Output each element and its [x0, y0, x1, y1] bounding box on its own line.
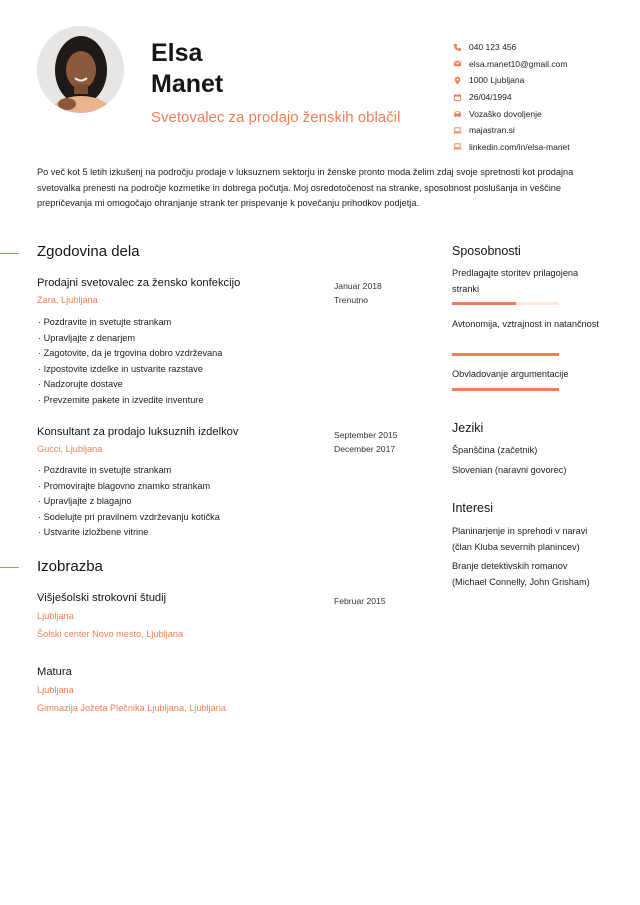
list-item: · Zagotovite, da je trgovina dobro vzdrževana: [38, 348, 223, 359]
languages-heading: Jeziki: [452, 421, 484, 435]
profile-summary: Po več kot 5 letih izkušenj na področju prodaje v luksuznem sektorju in ženske pronto moda želim zdaj svoje spretnosti kot prodajna svetovalka prenesti na področje kozmetike in dobrega počutja. Moj osredotočenost na stranke, sposobnost poslušanja in veščine prepričevanja mi omogočajo ohranjanje strank ter prispevanje k povečanju prihodkov podjetja.: [37, 167, 574, 209]
education-date-1: Februar 2015: [334, 596, 386, 606]
skill-level-bar-1: [452, 302, 559, 305]
list-item: Španščina (začetnik): [452, 445, 538, 455]
job-bullets-1: [38, 315, 222, 409]
education-school-2: Gimnazija Jožeta Plečnika Ljubljana, Ljubljana: [37, 703, 226, 713]
list-item: · Ustvarite izložbene vitrine: [38, 527, 149, 538]
skill-level-bar-3: [452, 388, 559, 391]
contact-license: [452, 105, 570, 122]
job-bullets-2: [38, 463, 220, 541]
contact-location-text: 1000 Ljubljana: [469, 75, 525, 86]
contact-website[interactable]: [452, 122, 570, 139]
education-title-2: Matura: [37, 666, 72, 678]
contact-phone-text: 040 123 456: [469, 42, 517, 53]
interests-list: [452, 524, 602, 590]
laptop-icon: [452, 142, 462, 152]
job-date-start: September 2015: [334, 430, 398, 440]
location-icon: [452, 75, 462, 85]
contact-license-text: Vozaško dovoljenje: [469, 108, 542, 119]
job-date-end: Trenutno: [334, 294, 369, 305]
education-heading: Izobrazba: [37, 558, 103, 575]
job-date-start: Januar 2018: [334, 281, 382, 291]
skill-label-3: Obvladovanje argumentacije: [452, 369, 569, 379]
profile-photo: [37, 26, 124, 113]
job-title: Svetovalec za prodajo ženskih oblačil: [151, 109, 401, 126]
education-school-1: Šolski center Novo mesto, Ljubljana: [37, 629, 184, 639]
list-item: Branje detektivskih romanov (Michael Connelly, John Grisham): [452, 561, 590, 587]
contact-phone[interactable]: [452, 39, 570, 56]
list-item: · Prevzemite pakete in izvedite inventure: [38, 394, 204, 405]
list-item: · Nadzorujte dostave: [38, 379, 123, 390]
skill-level-fill: [452, 302, 516, 305]
job-dates-2: [334, 429, 398, 456]
list-item: Slovenian (naravni govorec): [452, 464, 567, 475]
contact-linkedin-text: linkedin.com/in/elsa-manet: [469, 141, 570, 152]
last-name: Manet: [151, 70, 224, 98]
phone-icon: [452, 42, 462, 52]
list-item: · Pozdravite in svetujte strankam: [38, 317, 172, 327]
portrait-image: [37, 26, 124, 113]
list-item: · Sodelujte pri pravilnem vzdrževanju kotička: [38, 511, 220, 522]
job-date-end: December 2017: [334, 443, 396, 454]
contact-list: [452, 39, 570, 155]
job-title-1: Prodajni svetovalec za žensko konfekcijo: [37, 277, 241, 289]
section-divider: [0, 253, 19, 254]
candidate-name: [151, 38, 223, 100]
contact-location: [452, 72, 570, 89]
job-location-2: Gucci, Ljubljana: [37, 444, 103, 454]
skill-level-bar-2: [452, 353, 559, 356]
laptop-icon: [452, 125, 462, 135]
contact-email[interactable]: [452, 56, 570, 73]
job-title-2: Konsultant za prodajo luksuznih izdelkov: [37, 426, 239, 438]
work-history-heading: Zgodovina dela: [37, 243, 140, 260]
education-city-2: Ljubljana: [37, 685, 74, 695]
education-city-1: Ljubljana: [37, 611, 74, 621]
skills-heading: Sposobnosti: [452, 244, 521, 258]
list-item: · Promovirajte blagovno znamko strankam: [38, 480, 211, 491]
skill-level-fill: [452, 353, 559, 356]
list-item: Planinarjenje in sprehodi v naravi (član Kluba severnih planincev): [452, 526, 588, 552]
section-divider: [0, 567, 19, 568]
job-location-1: Zara, Ljubljana: [37, 295, 98, 305]
list-item: · Upravljajte z denarjem: [38, 332, 136, 343]
skill-level-fill: [452, 388, 559, 391]
contact-birthdate: [452, 89, 570, 106]
interests-heading: Interesi: [452, 501, 493, 515]
skill-label-1: Predlagajte storitev prilagojena stranki: [452, 268, 579, 294]
languages-list: [452, 443, 566, 478]
job-dates-1: [334, 280, 382, 307]
contact-website-text: majastran.si: [469, 125, 515, 136]
contact-linkedin[interactable]: [452, 139, 570, 156]
list-item: · Izpostovite izdelke in ustvarite razstave: [38, 363, 203, 374]
contact-email-text: elsa.manet10@gmail.com: [469, 58, 568, 69]
list-item: · Upravljajte z blagajno: [38, 496, 132, 507]
contact-birthdate-text: 26/04/1994: [469, 92, 512, 103]
list-item: · Pozdravite in svetujte strankam: [38, 465, 172, 475]
education-title-1: Višješolski strokovni študij: [37, 592, 167, 604]
skill-label-2: Avtonomija, vztrajnost in natančnost: [452, 319, 599, 329]
calendar-icon: [452, 92, 462, 102]
first-name: Elsa: [151, 39, 203, 67]
car-icon: [452, 109, 462, 119]
email-icon: [452, 59, 462, 69]
